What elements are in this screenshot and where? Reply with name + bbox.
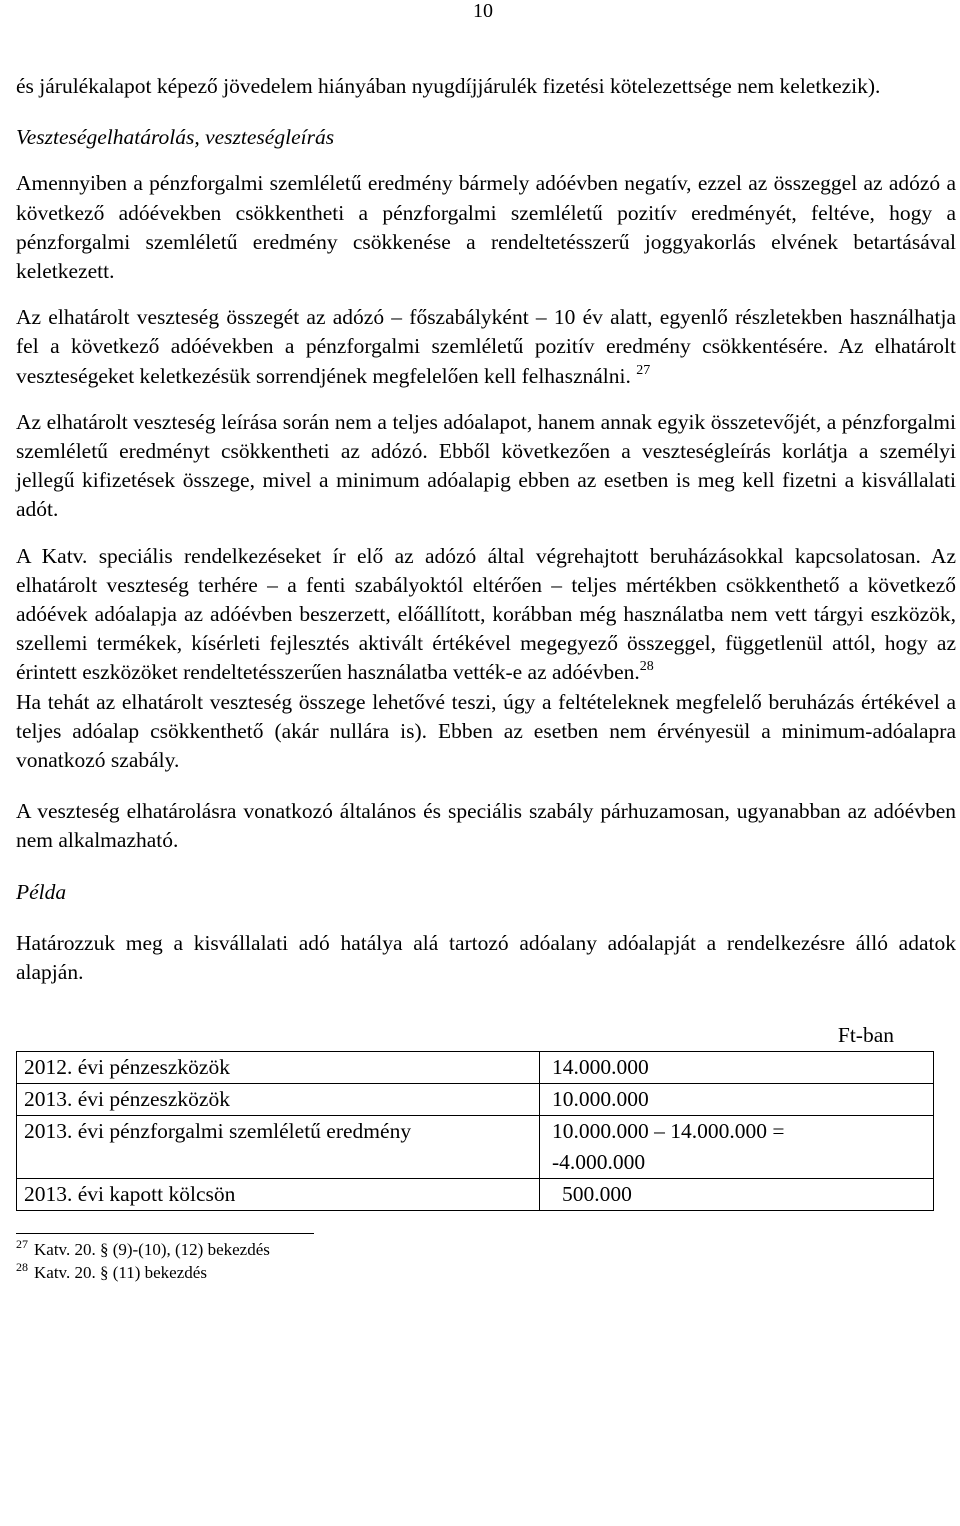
table-cell-value-line: 10.000.000 – 14.000.000 = (552, 1119, 785, 1144)
table-cell-value: 10.000.000 (540, 1084, 934, 1116)
footnotes (16, 1238, 956, 1284)
example-heading: Példa (16, 879, 67, 904)
table-row (17, 1116, 934, 1179)
paragraph-loss-usage (16, 303, 956, 391)
section-heading: Veszteségelhatárolás, veszteségleírás (16, 125, 335, 150)
data-table (16, 1051, 934, 1211)
table-cell-label: 2013. évi kapott kölcsön (17, 1179, 540, 1211)
footnote-reference: 27 (636, 362, 651, 378)
table-unit-label: Ft-ban (837, 1023, 894, 1048)
footnote-divider (16, 1233, 314, 1234)
footnote-reference: 28 (639, 659, 654, 675)
table-cell-value-text: 500.000 (562, 1182, 632, 1207)
table-row (17, 1084, 934, 1116)
paragraph-minimum-base: Ha tehát az elhatárolt veszteség összege lehetővé teszi, úgy a feltételeknek megfelelő beruházás értékével a teljes adóalap csökkenthető (akár nullára is). Ebben az esetben nem érvényesül a minimum-adóalapra vonatkozó szabály. (16, 689, 956, 773)
footnote-text: Katv. 20. § (9)-(10), (12) bekezdés (34, 1240, 270, 1260)
paragraph-negative-result: Amennyiben a pénzforgalmi szemléletű eredmény bármely adóévben negatív, ezzel az összeggel az adózó a következő adóévekben csökkentheti a pénzforgalmi szemléletű pozitív eredményét, feltéve, hogy a pénzforgalmi szemléletű eredmény csökkenése a rendeltetésszerű joggyakorlás elvének betartásával keletkezett. (16, 171, 956, 284)
paragraph-investments (16, 542, 956, 688)
table-cell-value (540, 1116, 934, 1179)
footnote-number: 28 (16, 1260, 28, 1275)
footnote-text: Katv. 20. § (11) bekezdés (34, 1263, 207, 1283)
table-cell-label: 2013. évi pénzforgalmi szemléletű eredmény (17, 1116, 540, 1179)
table-cell-label: 2013. évi pénzeszközök (17, 1084, 540, 1116)
footnote (16, 1238, 956, 1261)
paragraph-text: Az elhatárolt veszteség összegét az adózó – főszabályként – 10 év alatt, egyenlő részletekben használhatja fel a következő adóévekben a pénzforgalmi szemléletű pozitív eredmény csökkentésére. Az elhatárolt veszteségeket keletkezésük sorrendjének megfelelően kell felhasználni. (16, 305, 956, 388)
paragraph-loss-writeoff: Az elhatárolt veszteség leírása során nem a teljes adóalapot, hanem annak egyik összetevőjét, a pénzforgalmi szemléletű eredményt csökkentheti az adózó. Ebből következően a veszteségleírás korlátja a személyi jellegű kifizetések összege, mivel a minimum adóalapig ebben az esetben is meg kell fizetni a kisvállalati adót. (16, 409, 956, 522)
table-cell-value-line: -4.000.000 (552, 1150, 646, 1175)
document-body (16, 72, 956, 1284)
footnote-number: 27 (16, 1237, 28, 1252)
table-cell-value: 14.000.000 (540, 1052, 934, 1084)
paragraph-text: A Katv. speciális rendelkezéseket ír elő az adózó által végrehajtott beruházásokkal kapcsolatosan. Az elhatárolt veszteség terhére – a fenti szabályoktól eltérően – teljes mértékben csökkenthető a következő adóévek adóalapja az adóévben beszerzett, előállított, korábban még használatba nem vett tárgyi eszközök, szellemi termékek, kísérleti fejlesztés aktivált értékével megegyező összeggel, függetlenül attól, hogy az érintett eszközöket rendeltetésszerűen használatba vették-e az adóévben. (16, 543, 956, 685)
table-cell-label: 2012. évi pénzeszközök (17, 1052, 540, 1084)
table-cell-value (540, 1179, 934, 1211)
paragraph-parallel-rules: A veszteség elhatárolásra vonatkozó általános és speciális szabály párhuzamosan, ugyanabban az adóévben nem alkalmazható. (16, 799, 956, 853)
paragraph-continuation: és járulékalapot képező jövedelem hiányában nyugdíjjárulék fizetési kötelezettsége nem keletkezik). (16, 74, 881, 98)
paragraph-example-task: Határozzuk meg a kisvállalati adó hatálya alá tartozó adóalany adóalapját a rendelkezésre álló adatok alapján. (16, 930, 956, 985)
table-row (17, 1052, 934, 1084)
table-row (17, 1179, 934, 1211)
page-number: 10 (473, 0, 493, 22)
footnote (16, 1261, 956, 1284)
